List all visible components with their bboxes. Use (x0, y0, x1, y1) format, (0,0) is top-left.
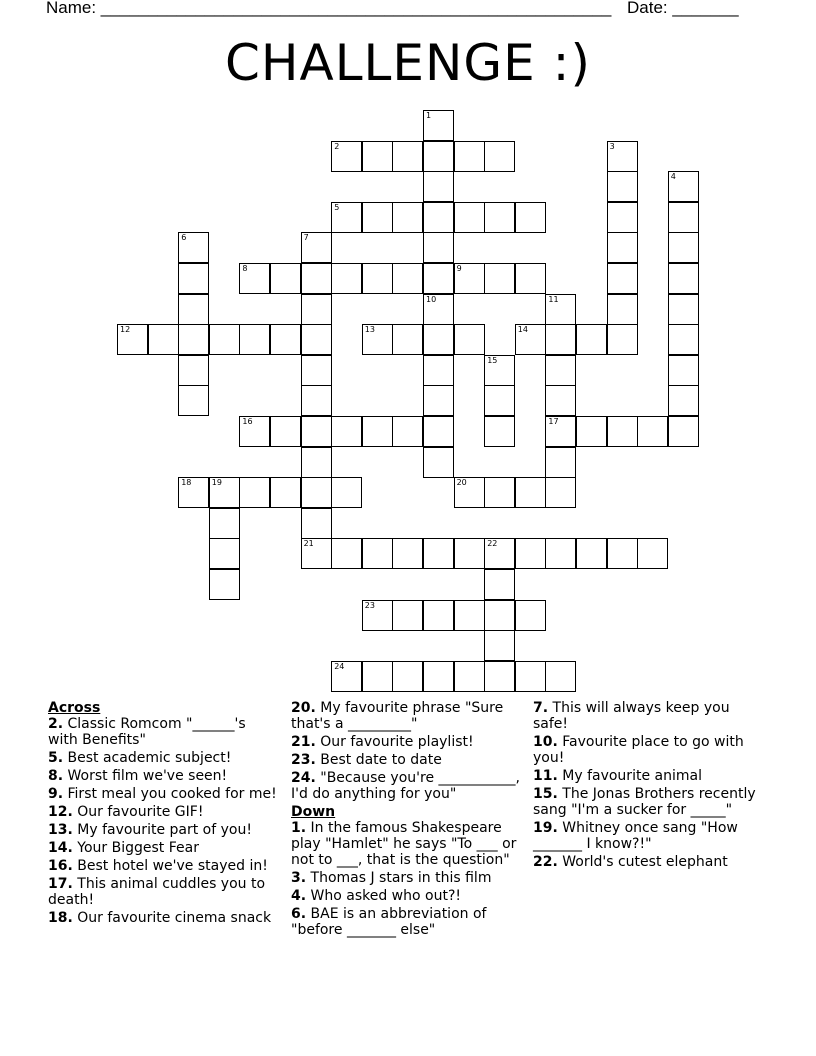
grid-cell[interactable] (301, 355, 332, 386)
clue-item (48, 716, 278, 748)
clue-number: 6 (181, 233, 187, 243)
grid-cell[interactable] (484, 538, 515, 569)
grid-cell[interactable] (668, 294, 699, 325)
grid-cell[interactable] (178, 263, 209, 294)
grid-cell[interactable] (484, 385, 515, 416)
clue-item (48, 750, 278, 766)
clue-item-text: Your Biggest Fear (72, 840, 199, 856)
grid-cell[interactable] (301, 263, 332, 294)
clue-number: 17 (548, 417, 559, 426)
grid-cell[interactable] (607, 538, 638, 569)
grid-cell[interactable] (545, 538, 576, 569)
clue-item (48, 910, 278, 926)
grid-cell[interactable] (423, 538, 454, 569)
grid-cell[interactable] (331, 202, 362, 233)
grid-cell[interactable] (209, 538, 240, 569)
grid-cell[interactable] (423, 294, 454, 325)
clues-column-3 (533, 700, 765, 872)
clue-item-number: 2. (48, 716, 64, 732)
clue-number: 11 (548, 294, 559, 304)
grid-cell[interactable] (301, 324, 332, 355)
grid-cell[interactable] (484, 630, 515, 661)
grid-cell[interactable] (515, 324, 546, 355)
clue-number: 21 (303, 539, 314, 549)
clue-number: 15 (487, 355, 498, 365)
clue-item (533, 700, 765, 732)
grid-cell[interactable] (301, 508, 332, 539)
grid-cell[interactable] (484, 569, 515, 600)
grid-cell[interactable] (301, 232, 332, 263)
grid-cell[interactable] (545, 416, 576, 447)
grid-cell[interactable] (301, 294, 332, 325)
grid-cell[interactable] (515, 600, 546, 631)
clue-item-text: Whitney once sang "How _______ I know?!" (533, 820, 738, 852)
clue-item-number: 13. (48, 822, 73, 838)
clue-item-text: Favourite place to go with you! (533, 734, 744, 766)
down-heading: Down (291, 804, 336, 820)
clue-item-text: Our favourite playlist! (315, 734, 474, 750)
clue-item (291, 906, 527, 938)
clue-item (291, 820, 527, 868)
clue-number: 16 (242, 417, 253, 426)
clue-item-number: 3. (291, 870, 307, 886)
clue-item-text: "Because you're ___________, I'd do anything for you" (291, 770, 520, 802)
grid-cell[interactable] (423, 447, 454, 478)
clue-item-number: 22. (533, 854, 558, 870)
grid-cell[interactable] (301, 447, 332, 478)
clue-item-text: My favourite part of you! (72, 822, 252, 838)
clue-number: 20 (456, 478, 467, 488)
clue-item (48, 768, 278, 784)
clue-item-number: 8. (48, 768, 64, 784)
grid-cell[interactable] (239, 416, 270, 447)
clue-item-text: Our favourite cinema snack (72, 910, 272, 926)
grid-cell[interactable] (362, 416, 393, 447)
grid-cell[interactable] (362, 324, 393, 355)
grid-cell[interactable] (607, 171, 638, 202)
name-field[interactable]: Name: ______________________________________________________ (46, 0, 612, 17)
clue-number: 1 (426, 111, 432, 120)
clue-item-text: Thomas J stars in this film (306, 870, 492, 886)
clue-item-number: 10. (533, 734, 558, 750)
clue-item (533, 768, 765, 784)
grid-cell[interactable] (576, 538, 607, 569)
grid-cell[interactable] (607, 263, 638, 294)
grid-cell[interactable] (454, 324, 485, 355)
grid-cell[interactable] (423, 661, 454, 692)
clue-item-text: My favourite phrase "Sure that's a _________" (291, 700, 504, 732)
grid-cell[interactable] (392, 538, 423, 569)
grid-cell[interactable] (270, 416, 301, 447)
grid-cell[interactable] (209, 477, 240, 508)
grid-cell[interactable] (668, 324, 699, 355)
grid-cell[interactable] (178, 355, 209, 386)
grid-cell[interactable] (607, 324, 638, 355)
grid-cell[interactable] (484, 661, 515, 692)
clue-item (291, 770, 527, 802)
clue-number: 4 (670, 172, 676, 182)
clue-item-text: In the famous Shakespeare play "Hamlet" he says "To ___ or not to ___, that is the question" (291, 820, 517, 868)
grid-cell[interactable] (423, 355, 454, 386)
clue-item-number: 6. (291, 906, 307, 922)
grid-cell[interactable] (484, 141, 515, 172)
clue-item-text: Best date to date (315, 752, 442, 768)
grid-cell[interactable] (362, 538, 393, 569)
clue-item-text: Best hotel we've stayed in! (72, 858, 268, 874)
grid-cell[interactable] (362, 263, 393, 294)
grid-cell[interactable] (178, 294, 209, 325)
grid-cell[interactable] (484, 416, 515, 447)
clue-item-number: 21. (291, 734, 316, 750)
clue-item (48, 840, 278, 856)
grid-cell[interactable] (270, 324, 301, 355)
grid-cell[interactable] (178, 477, 209, 508)
clue-item-text: BAE is an abbreviation of "before _______ else" (291, 906, 487, 938)
grid-cell[interactable] (545, 324, 576, 355)
grid-cell[interactable] (331, 416, 362, 447)
date-field[interactable]: Date: _______ (627, 0, 739, 17)
clue-item-text: My favourite animal (557, 768, 702, 784)
grid-cell[interactable] (148, 324, 179, 355)
grid-cell[interactable] (484, 263, 515, 294)
grid-cell[interactable] (484, 600, 515, 631)
grid-cell[interactable] (423, 600, 454, 631)
grid-cell[interactable] (117, 324, 148, 355)
clue-item-text: Worst film we've seen! (63, 768, 228, 784)
clue-number: 9 (456, 264, 462, 273)
grid-cell[interactable] (331, 661, 362, 692)
grid-cell[interactable] (423, 202, 454, 233)
grid-cell[interactable] (668, 232, 699, 263)
grid-cell[interactable] (178, 385, 209, 416)
clue-number: 23 (364, 600, 375, 610)
grid-cell[interactable] (331, 263, 362, 294)
down-clue-list-continued (533, 700, 765, 870)
clue-item-number: 16. (48, 858, 73, 874)
clue-item (533, 786, 765, 818)
grid-cell[interactable] (423, 416, 454, 447)
grid-cell[interactable] (209, 508, 240, 539)
grid-cell[interactable] (362, 202, 393, 233)
clue-number: 5 (334, 202, 340, 212)
clue-item-number: 15. (533, 786, 558, 802)
clue-item-text: Classic Romcom "______'s with Benefits" (48, 716, 246, 748)
clue-item (291, 870, 527, 886)
grid-cell[interactable] (301, 385, 332, 416)
grid-cell[interactable] (423, 141, 454, 172)
clue-number: 13 (364, 325, 375, 335)
grid-cell[interactable] (392, 202, 423, 233)
grid-cell[interactable] (668, 355, 699, 386)
grid-cell[interactable] (515, 661, 546, 692)
clue-item-text: The Jonas Brothers recently sang "I'm a sucker for _____" (533, 786, 756, 818)
grid-cell[interactable] (423, 232, 454, 263)
grid-cell[interactable] (454, 141, 485, 172)
clue-number: 3 (609, 141, 615, 151)
grid-cell[interactable] (423, 385, 454, 416)
clue-item-number: 23. (291, 752, 316, 768)
grid-cell[interactable] (454, 600, 485, 631)
grid-cell[interactable] (362, 141, 393, 172)
clue-number: 22 (487, 539, 498, 549)
clue-item-number: 12. (48, 804, 73, 820)
grid-cell[interactable] (545, 294, 576, 325)
clue-item-number: 24. (291, 770, 316, 786)
down-clue-list (291, 820, 527, 938)
grid-cell[interactable] (423, 263, 454, 294)
grid-cell[interactable] (270, 477, 301, 508)
clue-item (48, 822, 278, 838)
clue-item-number: 1. (291, 820, 307, 836)
grid-cell[interactable] (270, 263, 301, 294)
clue-item (291, 734, 527, 750)
grid-cell[interactable] (392, 141, 423, 172)
clue-item (533, 854, 765, 870)
clues-column-1 (48, 700, 278, 928)
grid-cell[interactable] (668, 202, 699, 233)
grid-cell[interactable] (239, 324, 270, 355)
across-clue-list-continued (291, 700, 527, 802)
grid-cell[interactable] (668, 385, 699, 416)
grid-cell[interactable] (515, 477, 546, 508)
clue-item-number: 14. (48, 840, 73, 856)
clue-item (291, 752, 527, 768)
grid-cell[interactable] (301, 416, 332, 447)
clue-number: 18 (181, 478, 192, 488)
grid-cell[interactable] (423, 110, 454, 141)
clues-column-2 (291, 700, 527, 940)
grid-cell[interactable] (515, 202, 546, 233)
grid-cell[interactable] (607, 294, 638, 325)
across-clue-list (48, 716, 278, 926)
clue-item-text: Who asked who out?! (306, 888, 461, 904)
grid-cell[interactable] (362, 600, 393, 631)
grid-cell[interactable] (392, 324, 423, 355)
clue-number: 19 (211, 478, 222, 488)
across-heading: Across (48, 700, 101, 716)
clue-item-number: 19. (533, 820, 558, 836)
clue-item-number: 18. (48, 910, 73, 926)
grid-cell[interactable] (454, 263, 485, 294)
clue-item-number: 20. (291, 700, 316, 716)
grid-cell[interactable] (454, 477, 485, 508)
grid-cell[interactable] (545, 385, 576, 416)
clue-item-number: 7. (533, 700, 549, 716)
clue-number: 14 (517, 325, 528, 335)
clue-item (48, 786, 278, 802)
clue-number: 12 (120, 325, 131, 335)
grid-cell[interactable] (301, 538, 332, 569)
grid-cell[interactable] (392, 600, 423, 631)
grid-cell[interactable] (545, 447, 576, 478)
grid-cell[interactable] (301, 477, 332, 508)
grid-cell[interactable] (423, 324, 454, 355)
clue-item (533, 734, 765, 766)
grid-cell[interactable] (454, 661, 485, 692)
clue-item-number: 4. (291, 888, 307, 904)
grid-cell[interactable] (454, 202, 485, 233)
clue-item-text: Our favourite GIF! (72, 804, 204, 820)
clue-number: 24 (334, 661, 345, 671)
clue-number: 10 (426, 294, 437, 304)
clue-number: 8 (242, 264, 248, 273)
grid-cell[interactable] (607, 416, 638, 447)
grid-cell[interactable] (545, 477, 576, 508)
grid-cell[interactable] (331, 141, 362, 172)
clue-item-text: First meal you cooked for me! (63, 786, 277, 802)
clue-item-text: World's cutest elephant (557, 854, 728, 870)
grid-cell[interactable] (484, 355, 515, 386)
grid-cell[interactable] (576, 416, 607, 447)
clue-number: 7 (303, 233, 309, 243)
grid-cell[interactable] (331, 538, 362, 569)
clue-item-number: 11. (533, 768, 558, 784)
clue-item-text: This animal cuddles you to death! (48, 876, 266, 908)
grid-cell[interactable] (392, 416, 423, 447)
grid-cell[interactable] (392, 263, 423, 294)
grid-cell[interactable] (454, 538, 485, 569)
grid-cell[interactable] (178, 324, 209, 355)
grid-cell[interactable] (178, 232, 209, 263)
grid-cell[interactable] (607, 232, 638, 263)
grid-cell[interactable] (668, 416, 699, 447)
grid-cell[interactable] (607, 202, 638, 233)
grid-cell[interactable] (484, 202, 515, 233)
grid-cell[interactable] (545, 661, 576, 692)
page-title: CHALLENGE :) (224, 34, 591, 92)
grid-cell[interactable] (423, 171, 454, 202)
clue-item (48, 804, 278, 820)
clue-item (48, 858, 278, 874)
grid-cell[interactable] (668, 263, 699, 294)
grid-cell[interactable] (239, 263, 270, 294)
clue-number: 2 (334, 141, 340, 151)
clue-item-text: This will always keep you safe! (533, 700, 730, 732)
grid-cell[interactable] (484, 477, 515, 508)
clue-item (48, 876, 278, 908)
grid-cell[interactable] (392, 661, 423, 692)
grid-cell[interactable] (637, 538, 668, 569)
grid-cell[interactable] (668, 171, 699, 202)
clue-item-text: Best academic subject! (63, 750, 232, 766)
clue-item-number: 5. (48, 750, 64, 766)
grid-cell[interactable] (637, 416, 668, 447)
grid-cell[interactable] (607, 141, 638, 172)
grid-cell[interactable] (209, 324, 240, 355)
grid-cell[interactable] (331, 477, 362, 508)
clue-item (291, 888, 527, 904)
grid-cell[interactable] (515, 263, 546, 294)
grid-cell[interactable] (209, 569, 240, 600)
grid-cell[interactable] (362, 661, 393, 692)
clue-item-number: 17. (48, 876, 73, 892)
grid-cell[interactable] (239, 477, 270, 508)
clue-item (533, 820, 765, 852)
grid-cell[interactable] (515, 538, 546, 569)
grid-cell[interactable] (545, 355, 576, 386)
clue-item-number: 9. (48, 786, 64, 802)
grid-cell[interactable] (576, 324, 607, 355)
clue-item (291, 700, 527, 732)
